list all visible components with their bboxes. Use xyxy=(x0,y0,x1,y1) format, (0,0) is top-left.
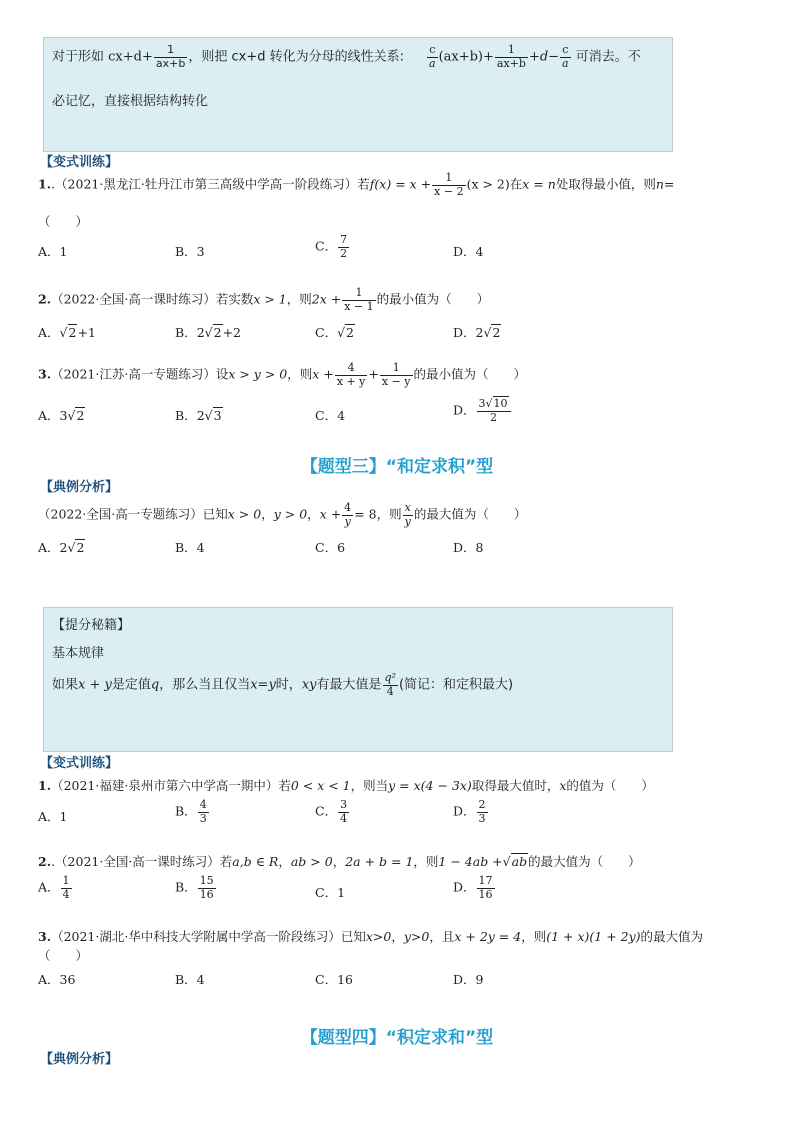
s1-q2-option-b[interactable]: B．2√2+2 xyxy=(175,325,241,340)
s2-q1-option-d[interactable]: D． $\frac{2}{3}$ xyxy=(453,798,486,825)
section-3-option-b[interactable]: B．4 xyxy=(175,540,205,555)
s1-q1-option-b[interactable]: B．3 xyxy=(175,244,205,259)
tip-2-subtitle: 基本规律 xyxy=(52,646,105,661)
s1-q1-option-c[interactable]: C． $\frac{7}{2}$ xyxy=(315,233,348,260)
s2-q1-option-c[interactable]: C． $\frac{3}{4}$ xyxy=(315,798,348,825)
tip-1-line-2: 必记忆，直接根据结构转化 xyxy=(52,94,209,109)
section-4-example-tag: 【典例分析】 xyxy=(40,1052,119,1067)
tip-1-expr: $\frac{c}{a}$ (ax+b)+ $\frac{1}{ax+b}$ +d− $\frac{c}{a}$ 可消去。不 xyxy=(429,43,641,70)
s2-q3-option-b[interactable]: B．4 xyxy=(175,972,205,987)
practice-tag-1: 【变式训练】 xyxy=(40,155,119,170)
section-3-example-tag: 【典例分析】 xyxy=(40,480,119,495)
s2-q1-option-b[interactable]: B． $\frac{4}{3}$ xyxy=(175,798,207,825)
s2-q1-option-a[interactable]: A．1 xyxy=(38,809,68,824)
section-3-option-d[interactable]: D．8 xyxy=(453,540,484,555)
s2-q3-paren: （ ） xyxy=(38,948,89,963)
s1-q1-paren: （ ） xyxy=(38,214,89,229)
s2-q2-stem: 2..（2021·全国·高一课时练习）若a,b ∈ R，ab > 0，2a + b = 1，则1 − 4ab +√ab的最大值为（ ） xyxy=(38,854,641,869)
s1-q1-stem: 1..（2021·黑龙江·牡丹江市第三高级中学高一阶段练习）若f(x) = x + $\frac{1}{x - 2}$ (x > 2)在x = n处取得最小值，则n= xyxy=(38,171,675,198)
s2-q2-option-c[interactable]: C．1 xyxy=(315,885,346,900)
s2-q3-option-a[interactable]: A．36 xyxy=(38,972,76,987)
s1-q3-option-d[interactable]: D． $\frac{3√10}{2}$ xyxy=(453,398,512,424)
section-4-heading: 【题型四】“积定求和”型 xyxy=(300,1028,494,1048)
s1-q3-stem: 3.（2021·江苏·高一专题练习）设x > y > 0，则x + $\frac{4}{x + y}$ + $\frac{1}{x - y}$ 的最小值为（ ） xyxy=(38,361,527,388)
s2-q1-stem: 1.（2021·福建·泉州市第六中学高一期中）若0 < x < 1，则当y = x(4 − 3x)取得最大值时，x的值为（ ） xyxy=(38,778,654,793)
s2-q2-option-b[interactable]: B． $\frac{15}{16}$ xyxy=(175,874,214,901)
s1-q2-option-d[interactable]: D．2√2 xyxy=(453,325,501,340)
s1-q3-option-b[interactable]: B．2√3 xyxy=(175,408,222,423)
s1-q2-option-a[interactable]: A．√2+1 xyxy=(38,325,96,340)
s1-q3-option-c[interactable]: C．4 xyxy=(315,408,346,423)
section-3-stem: （2022·全国·高一专题练习）已知x > 0，y > 0，x + $\frac{4}{y}$ = 8，则 $\frac{x}{y}$ 的最大值为（ ） xyxy=(38,501,527,528)
s1-q2-stem: 2.（2022·全国·高一课时练习）若实数x > 1，则2x + $\frac{1}{x - 1}$ 的最小值为（ ） xyxy=(38,286,490,313)
s1-q1-option-a[interactable]: A．1 xyxy=(38,244,68,259)
s2-q2-option-d[interactable]: D． $\frac{17}{16}$ xyxy=(453,874,493,901)
tip-2-rule: 如果x + y是定值q，那么当且仅当x=y时，xy有最大值是 $\frac{\text{q²}}{4}$ (简记：和定积最大) xyxy=(52,671,514,698)
practice-tag-2: 【变式训练】 xyxy=(40,756,119,771)
section-3-heading: 【题型三】“和定求积”型 xyxy=(300,457,494,477)
s2-q3-option-c[interactable]: C．16 xyxy=(315,972,353,987)
s2-q2-option-a[interactable]: A． $\frac{1}{4}$ xyxy=(38,874,70,901)
tip-1-frac: $\frac{1}{ax+b}$ xyxy=(155,43,186,70)
s2-q3-option-d[interactable]: D．9 xyxy=(453,972,484,987)
s1-q2-option-c[interactable]: C．√2 xyxy=(315,325,354,340)
s1-q1-option-d[interactable]: D．4 xyxy=(453,244,484,259)
s2-q3-stem: 3.（2021·湖北·华中科技大学附属中学高一阶段练习）已知x>0，y>0，且x + 2y = 4，则(1 + x)(1 + 2y)的最大值为 xyxy=(38,929,704,944)
s1-q3-option-a[interactable]: A．3√2 xyxy=(38,408,85,423)
tip-1-line-1: 对于形如 cx+d+ $\frac{1}{ax+b}$ ，则把 cx+d 转化为分母的线性关系: xyxy=(52,43,404,70)
section-3-option-a[interactable]: A．2√2 xyxy=(38,540,85,555)
section-3-option-c[interactable]: C．6 xyxy=(315,540,346,555)
tip-2-title: 【提分秘籍】 xyxy=(52,618,131,633)
